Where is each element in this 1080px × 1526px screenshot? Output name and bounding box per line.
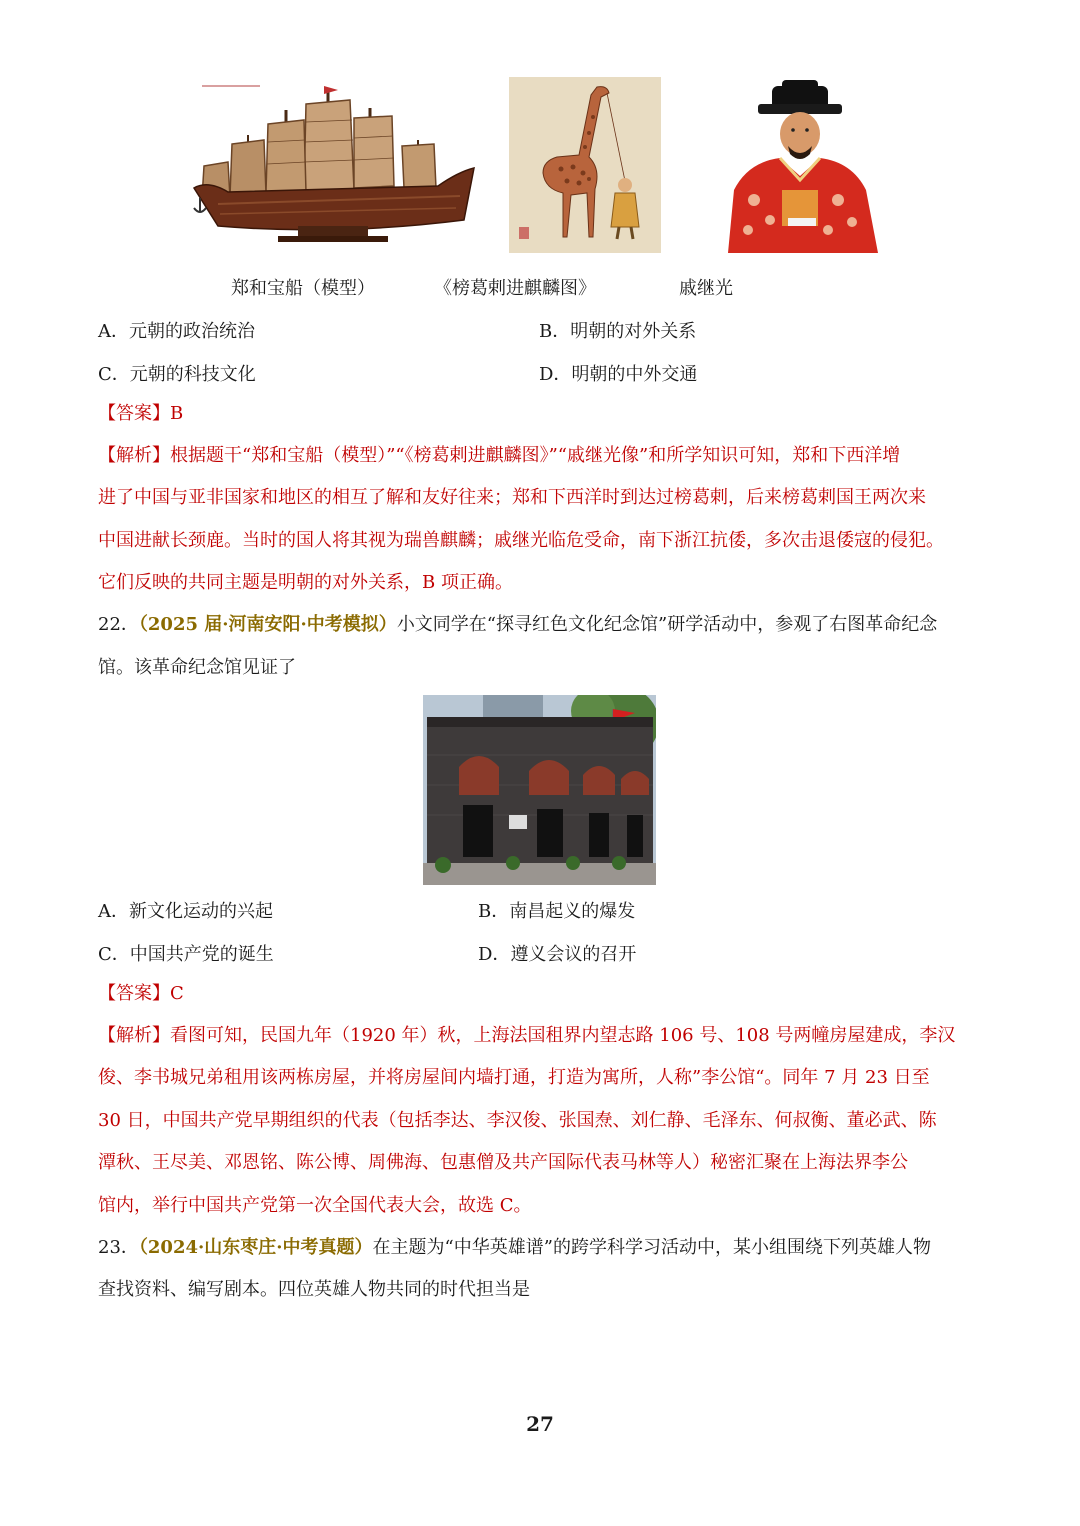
q21-option-d: D．明朝的中外交通 [539,364,698,385]
q21-option-c: C．元朝的科技文化 [98,364,256,385]
q22-answer: 【答案】C [98,983,184,1004]
q22-stem-line2: 馆。该革命纪念馆见证了 [98,657,296,678]
q23-stem-line1: 23．（2024·山东枣庄·中考真题）在主题为“中华英雄谱”的跨学科学习活动中，某小组围绕下列英雄人物 [98,1237,931,1258]
qi-jiguang-portrait-image [718,80,882,253]
analysis-line: 潭秋、王尽美、邓恩铭、陈公博、周佛海、包惠僧及共产国际代表马林等人）秘密汇聚在上海法界李公 [98,1152,908,1173]
q22-option-b: B．南昌起义的爆发 [478,901,636,922]
memorial-hall-image [423,695,656,885]
analysis-line: 【解析】看图可知，民国九年（1920 年）秋，上海法国租界内望志路 106 号、108 号两幢房屋建成，李汉 [98,1025,956,1046]
caption-qi-jiguang: 戚继光 [679,278,733,299]
q21-answer: 【答案】B [98,403,184,424]
q22-option-d: D．遵义会议的召开 [478,944,637,965]
caption-treasure-ship: 郑和宝船（模型） [231,278,375,299]
q22-option-a: A．新文化运动的兴起 [98,901,273,922]
analysis-line: 俊、李书城兄弟租用该两栋房屋，并将房屋间内墙打通，打造为寓所，人称”李公馆“。同年 7 月 23 日至 [98,1067,930,1088]
q22-option-c: C．中国共产党的诞生 [98,944,274,965]
analysis-line: 馆内，举行中国共产党第一次全国代表大会，故选 C。 [98,1195,532,1216]
caption-giraffe-painting: 《榜葛剌进麒麟图》 [434,278,596,299]
analysis-line: 中国进献长颈鹿。当时的国人将其视为瑞兽麒麟；戚继光临危受命，南下浙江抗倭，多次击退倭寇的侵犯。 [98,530,944,551]
treasure-ship-image [188,80,478,248]
analysis-line: 它们反映的共同主题是明朝的对外关系，B 项正确。 [98,572,513,593]
q22-stem-line1: 22．（2025 届·河南安阳·中考模拟）小文同学在“探寻红色文化纪念馆”研学活动中，参观了右图革命纪念 [98,614,938,635]
page-number: 27 [526,1412,554,1436]
analysis-line: 30 日，中国共产党早期组织的代表（包括李达、李汉俊、张国焘、刘仁静、毛泽东、何叔衡、董必武、陈 [98,1110,937,1131]
q21-option-b: B．明朝的对外关系 [539,321,697,342]
giraffe-painting-image [509,77,661,253]
q21-option-a: A．元朝的政治统治 [98,321,255,342]
analysis-line: 【解析】根据题干“郑和宝船（模型）”“《榜葛剌进麒麟图》”“戚继光像”和所学知识可知，郑和下西洋增 [98,445,901,466]
analysis-line: 进了中国与亚非国家和地区的相互了解和友好往来；郑和下西洋时到达过榜葛剌，后来榜葛剌国王两次来 [98,487,926,508]
q23-stem-line2: 查找资料、编写剧本。四位英雄人物共同的时代担当是 [98,1279,530,1300]
